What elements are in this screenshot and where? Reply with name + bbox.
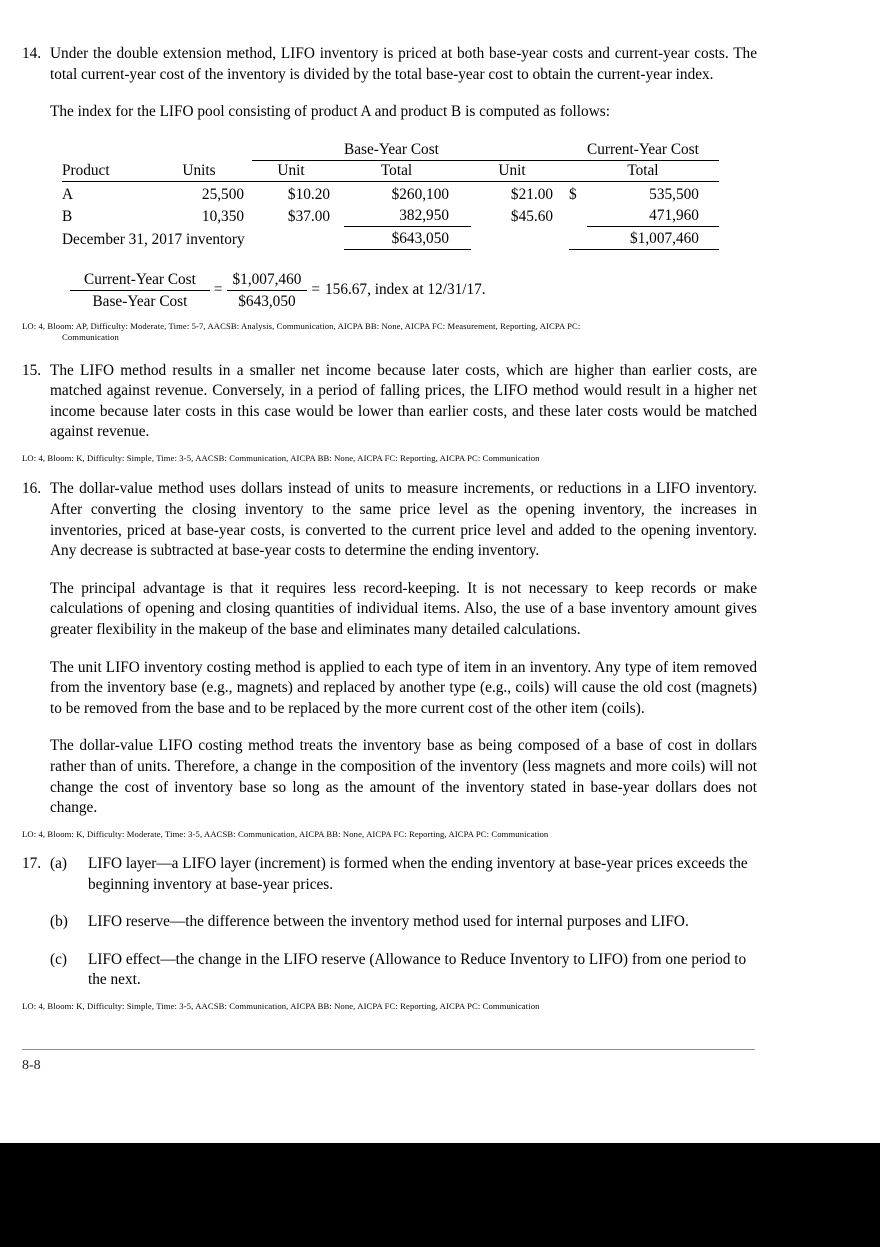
lifo-index-table-wrapper xyxy=(62,140,757,250)
question-item-17 xyxy=(22,854,757,991)
item-17-part-b xyxy=(50,912,757,933)
group-header-current-year: Current-Year Cost xyxy=(587,140,719,161)
total-spacer xyxy=(471,226,569,249)
item-number: 17. xyxy=(22,855,42,873)
item-16-paragraph-3: The unit LIFO inventory costing method is applied to each type of item in an inventory. Any type of item removed from the inventory base (e.g., magnets) and replaced by another type (e.g., coils) will cause the old cost (magnets) to be removed from the base and to be replaced by the more current cost of the other item (coils). xyxy=(50,658,757,717)
table-total-row xyxy=(62,226,719,249)
page-number: 8-8 xyxy=(22,1058,41,1073)
item-body xyxy=(50,44,757,123)
cell-current-total: 535,500 xyxy=(649,185,699,203)
group-header-base-year-left xyxy=(252,140,344,161)
question-item-14 xyxy=(22,44,757,123)
item-17-part-c xyxy=(50,950,757,991)
part-text: LIFO reserve—the difference between the inventory method used for internal purposes and LIFO. xyxy=(88,913,689,931)
part-letter: (a) xyxy=(50,855,67,873)
question-item-16 xyxy=(22,479,757,818)
lo-block-14 xyxy=(22,321,757,344)
cell-product: A xyxy=(62,185,74,203)
lo-block-17 xyxy=(22,1001,757,1012)
cell-current-total: 471,960 xyxy=(587,204,719,227)
group-header-base-year: Base-Year Cost xyxy=(344,140,471,161)
cell-current-unit: $45.60 xyxy=(510,208,553,226)
item-body xyxy=(50,854,757,991)
item-16-paragraph-1: The dollar-value method uses dollars instead of units to measure increments, or reductions in a LIFO inventory. After converting the closing inventory to the same price level as the opening inventory, the increases in inventories, priced at base-year costs, is converted to the current price level and added to the opening inventory. Any decrease is subtracted at base-year costs to determine the ending inventory. xyxy=(50,480,757,560)
footer-divider xyxy=(22,1049,755,1050)
total-current-total: $1,007,460 xyxy=(587,226,719,249)
item-body xyxy=(50,479,757,818)
cell-current-total-symbol: $ xyxy=(569,185,577,203)
lo-block-16 xyxy=(22,829,757,840)
cell-base-unit: $37.00 xyxy=(287,208,330,226)
table-group-header-row xyxy=(62,140,719,161)
equals-sign-1: = xyxy=(213,281,223,299)
equals-sign-2: = xyxy=(311,281,321,299)
page-content xyxy=(22,44,757,1012)
item-17-part-a xyxy=(50,854,757,895)
lo-line-14-continued: Communication xyxy=(62,332,119,343)
item-number: 14. xyxy=(22,45,42,62)
cell-base-unit: $10.20 xyxy=(287,185,330,203)
column-header-current-unit: Unit xyxy=(471,160,569,181)
question-item-15 xyxy=(22,361,757,443)
equation-left-numerator: Current-Year Cost xyxy=(70,270,210,291)
item-16-paragraph-2: The principal advantage is that it requires less record-keeping. It is not necessary to keep records or make calculations of opening and closing quantities of individual items. Also, the use of a base inventory amount gives greater flexibility in the makeup of the base and eliminates many detailed calculations. xyxy=(50,579,757,638)
part-text: LIFO layer—a LIFO layer (increment) is formed when the ending inventory at base-year prices exceeds the beginning inventory at base-year prices. xyxy=(88,855,748,893)
table-row xyxy=(62,181,719,204)
item-14-paragraph: Under the double extension method, LIFO inventory is priced at both base-year costs and current-year costs. The total current-year cost of the inventory is divided by the total base-year cost to obtain the current-year index. xyxy=(50,45,757,83)
group-header-spacer-units xyxy=(154,140,252,161)
equation-right-numerator: $1,007,460 xyxy=(227,270,308,291)
equation-right-fraction xyxy=(227,270,308,311)
cell-units: 25,500 xyxy=(201,185,244,203)
equation-left-fraction xyxy=(70,270,210,311)
item-number: 16. xyxy=(22,480,42,498)
item-15-paragraph: The LIFO method results in a smaller net income because later costs, which are higher than earlier costs, are matched against revenue. Conversely, in a period of falling prices, the LIFO method would result in a higher net income because later costs in this case would be lower than earlier costs, and these later costs would be matched against revenue. xyxy=(50,361,757,441)
column-header-current-total: Total xyxy=(587,160,719,181)
lo-block-15 xyxy=(22,453,757,464)
group-header-current-year-mid xyxy=(569,140,587,161)
column-header-product: Product xyxy=(62,160,154,181)
column-header-units: Units xyxy=(154,160,252,181)
equation-left-denominator: Base-Year Cost xyxy=(92,292,188,310)
item-number: 15. xyxy=(22,361,42,379)
equation-result: 156.67, index at 12/31/17. xyxy=(325,281,486,299)
cell-base-total: 382,950 xyxy=(344,204,471,227)
lo-line-14: LO: 4, Bloom: AP, Difficulty: Moderate, Time: 5-7, AACSB: Analysis, Communication, AICPA BB: None, AICPA FC: Measurement, Reporting, AICPA PC: xyxy=(22,320,581,331)
item-16-paragraph-4: The dollar-value LIFO costing method treats the inventory base as being composed of a base of cost in dollars rather than of units. Therefore, a change in the composition of the inventory (less magnets and more coils) will not change the cost of inventory base so long as the amount of the inventory stated in base-year dollars does not change. xyxy=(50,737,757,817)
column-header-base-unit: Unit xyxy=(252,160,344,181)
bottom-black-band xyxy=(0,1143,880,1247)
lifo-index-table xyxy=(62,140,719,250)
total-current-symbol-rule xyxy=(569,226,587,249)
item-body xyxy=(50,361,757,443)
total-row-label: December 31, 2017 inventory xyxy=(62,231,245,249)
part-letter: (b) xyxy=(50,913,68,931)
cell-units: 10,350 xyxy=(201,208,244,226)
cell-base-total: $260,100 xyxy=(391,185,449,203)
column-header-current-symbol-spacer xyxy=(569,160,587,181)
part-text: LIFO effect—the change in the LIFO reserve (Allowance to Reduce Inventory to LIFO) from one period to the next. xyxy=(88,950,747,989)
column-header-base-total: Total xyxy=(344,160,471,181)
index-equation xyxy=(70,270,757,311)
group-header-current-year-left xyxy=(471,140,569,161)
table-column-header-row xyxy=(62,160,719,181)
table-row xyxy=(62,204,719,227)
lo-line-16: LO: 4, Bloom: K, Difficulty: Moderate, Time: 3-5, AACSB: Communication, AICPA BB: None, AICPA FC: Reporting, AICPA PC: Communication xyxy=(22,828,549,839)
equation-right-denominator: $643,050 xyxy=(238,292,296,310)
cell-current-total-symbol xyxy=(569,204,587,227)
total-base-total: $643,050 xyxy=(344,226,471,249)
part-letter: (c) xyxy=(50,950,67,968)
group-header-spacer-product xyxy=(62,140,154,161)
lo-line-15: LO: 4, Bloom: K, Difficulty: Simple, Time: 3-5, AACSB: Communication, AICPA BB: None, AICPA FC: Reporting, AICPA PC: Communication xyxy=(22,452,540,463)
cell-product: B xyxy=(62,208,73,226)
item-14-lead-in: The index for the LIFO pool consisting of product A and product B is computed as follows: xyxy=(50,103,610,121)
lo-line-17: LO: 4, Bloom: K, Difficulty: Simple, Time: 3-5, AACSB: Communication, AICPA BB: None, AICPA FC: Reporting, AICPA PC: Communication xyxy=(22,1001,540,1012)
cell-current-unit: $21.00 xyxy=(510,185,553,203)
